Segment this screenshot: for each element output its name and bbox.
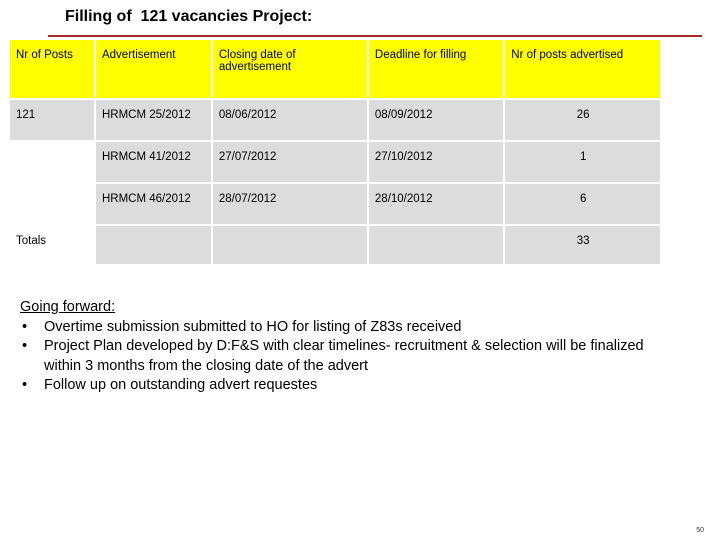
vacancies-table	[8, 38, 662, 266]
cell-posts-advertised: 1	[505, 142, 660, 182]
cell-deadline: 27/10/2012	[369, 142, 503, 182]
cell-posts-advertised: 26	[505, 100, 660, 140]
cell-nr-of-posts	[10, 184, 94, 224]
going-forward-heading: Going forward:	[20, 299, 116, 315]
header-deadline: Deadline for filling	[369, 40, 503, 98]
cell-closing-date: 28/07/2012	[213, 184, 367, 224]
cell-empty	[369, 226, 503, 264]
title-divider	[48, 35, 702, 37]
totals-label: Totals	[10, 226, 94, 264]
header-nr-of-posts: Nr of Posts	[10, 40, 94, 98]
cell-closing-date: 27/07/2012	[213, 142, 367, 182]
totals-value: 33	[505, 226, 660, 264]
cell-deadline: 08/09/2012	[369, 100, 503, 140]
cell-nr-of-posts: 121	[10, 100, 94, 140]
cell-posts-advertised: 6	[505, 184, 660, 224]
cell-empty	[96, 226, 211, 264]
cell-nr-of-posts	[10, 142, 94, 182]
cell-deadline: 28/10/2012	[369, 184, 503, 224]
cell-advertisement: HRMCM 41/2012	[96, 142, 211, 182]
cell-closing-date: 08/06/2012	[213, 100, 367, 140]
going-forward-list	[20, 318, 654, 396]
header-advertisement: Advertisement	[96, 40, 211, 98]
going-forward-section	[20, 298, 654, 396]
list-item: • Overtime submission submitted to HO for listing of Z83s received	[20, 318, 654, 338]
header-closing-date: Closing date of advertisement	[213, 40, 367, 98]
header-nr-posts-advertised: Nr of posts advertised	[505, 40, 660, 98]
cell-advertisement: HRMCM 25/2012	[96, 100, 211, 140]
cell-advertisement: HRMCM 46/2012	[96, 184, 211, 224]
list-item: • Project Plan developed by D:F&S with clear timelines- recruitment & selection will be finalized within 3 months from the closing date of the advert	[20, 337, 654, 376]
slide-title: Filling of 121 vacancies Project:	[65, 8, 313, 25]
page-number: 50	[696, 527, 704, 534]
table-row	[10, 142, 660, 182]
table-row	[10, 100, 660, 140]
table-row	[10, 184, 660, 224]
totals-row	[10, 226, 660, 264]
list-item: • Follow up on outstanding advert requestes	[20, 376, 654, 396]
table-header-row	[10, 40, 660, 98]
cell-empty	[213, 226, 367, 264]
